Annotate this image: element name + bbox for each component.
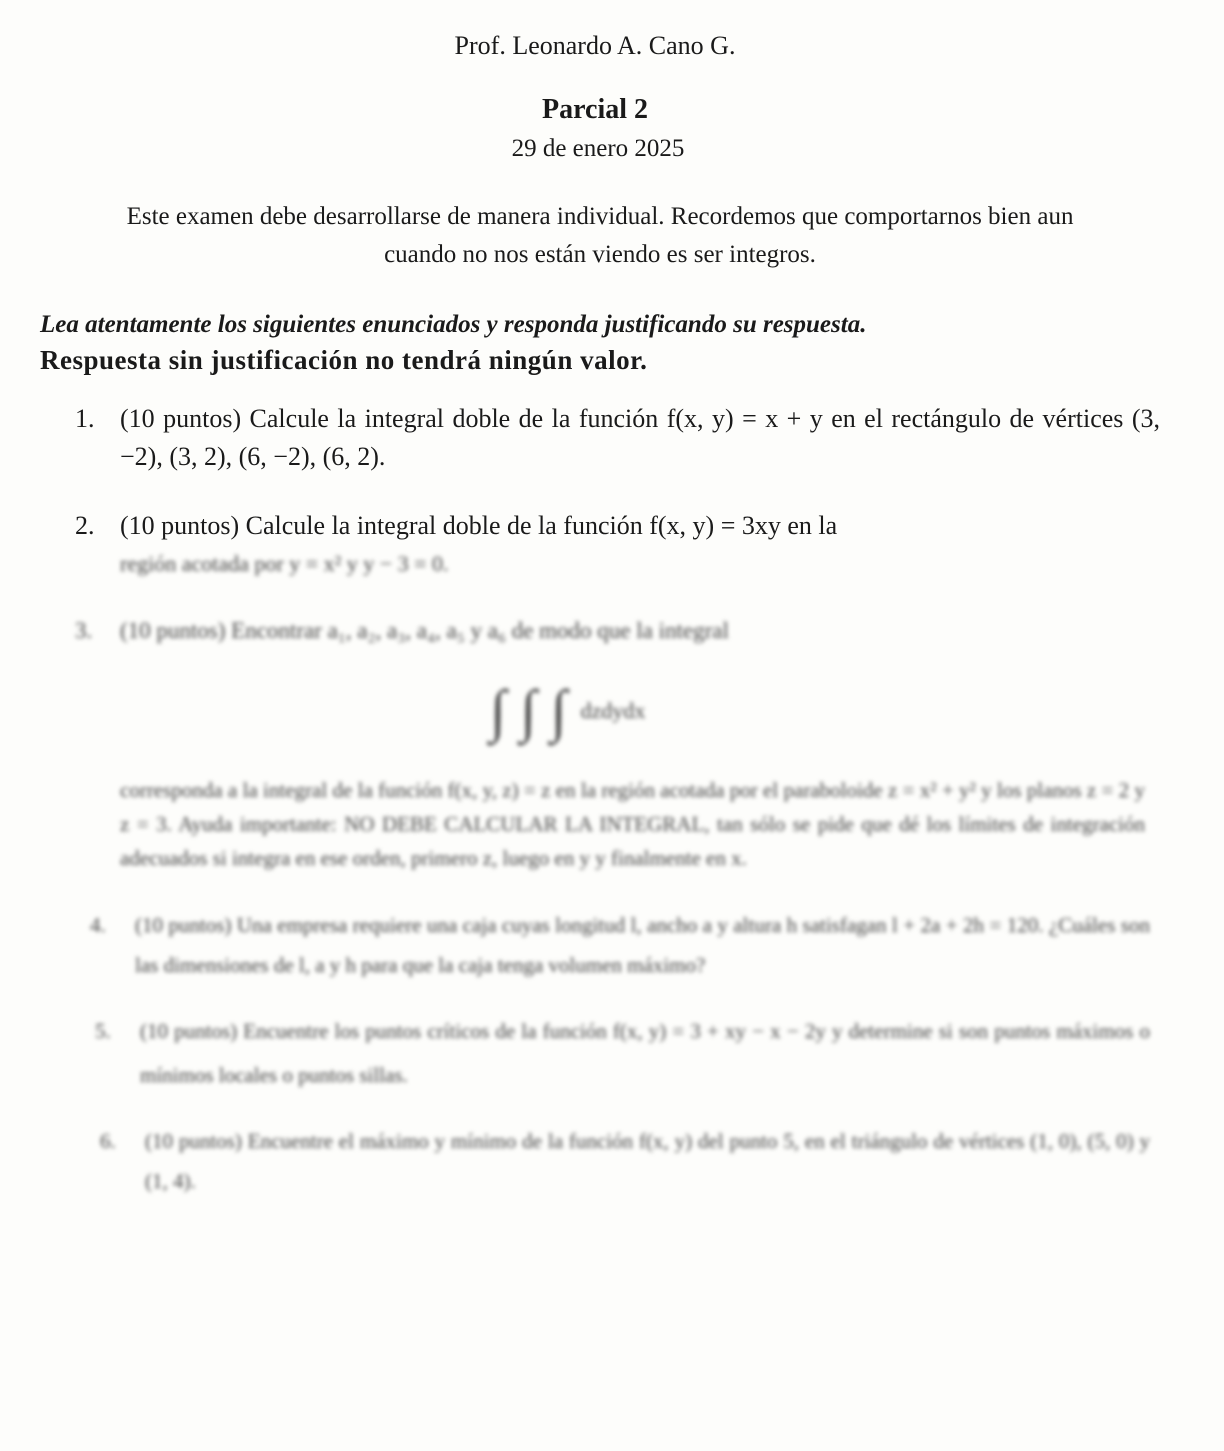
question-text: corresponda a la integral de la función f(x, y, z) = z en la región acotada por el paraboloide z = x² + y² y los planos z = 2 y z = 3. Ayuda importante: NO DEBE CALCULAR LA INTEGRAL, tan sólo se pide que dé los límites de integración adecuados si integra en ese orden, primero z, luego en y y finalmente en x. xyxy=(120,778,1145,870)
question-text: (10 puntos) Calcule la integral doble de la función f(x, y) = 3xy en la xyxy=(120,511,838,540)
question-3 xyxy=(75,613,1160,649)
question-5 xyxy=(95,1009,1150,1097)
exam-date: 29 de enero 2025 xyxy=(511,135,685,162)
instructions-italic: Lea atentamente los siguientes enunciados y responda justificando su respuesta. xyxy=(40,311,867,338)
question-text: (10 puntos) Encontrar a₁, a₂, a₃, a₄, a₅ y a₆ de modo que la integral xyxy=(120,618,729,643)
question-3-continued xyxy=(120,773,1145,875)
question-number: 1. xyxy=(75,404,95,433)
question-text: (10 puntos) Encuentre el máximo y mínimo de la función f(x, y) del punto 5, en el triángulo de vértices (1, 0), (5, 0) y (1, 4). xyxy=(145,1129,1150,1193)
question-number: 5. xyxy=(95,1019,111,1043)
question-number: 6. xyxy=(100,1129,116,1153)
question-text: (10 puntos) Calcule la integral doble de la función f(x, y) = x + y en el rectángulo de vértices (3, −2), (3, 2), (6, −2), (6, 2). xyxy=(120,404,1160,471)
question-number: 4. xyxy=(90,913,106,937)
instructions-bold: Respuesta sin justificación no tendrá ningún valor. xyxy=(40,345,648,375)
question-6 xyxy=(100,1121,1150,1201)
integrand: dzdydx xyxy=(580,698,646,723)
question-4 xyxy=(90,905,1150,985)
question-2 xyxy=(75,507,1160,583)
exam-author: Prof. Leonardo A. Cano G. xyxy=(454,31,736,60)
question-number: 3. xyxy=(75,618,93,643)
question-number: 2. xyxy=(75,511,95,540)
question-text-continued: región acotada por y = x² y y − 3 = 0. xyxy=(120,551,449,576)
honesty-notice: Este examen debe desarrollarse de manera individual. Recordemos que comportarnos bien aun cuando no nos están viendo es ser integros. xyxy=(126,203,1074,268)
exam-title: Parcial 2 xyxy=(541,94,648,125)
question-1 xyxy=(75,400,1160,476)
question-text: (10 puntos) Una empresa requiere una caja cuyas longitud l, ancho a y altura h satisfagan l + 2a + 2h = 120. ¿Cuáles son las dimensiones de l, a y h para que la caja tenga volumen máximo? xyxy=(135,913,1150,977)
triple-integral xyxy=(490,671,1224,751)
integral-signs: ∫ ∫ ∫ xyxy=(490,678,567,743)
question-text: (10 puntos) Encuentre los puntos críticos de la función f(x, y) = 3 + xy − x − 2y y determine si son puntos máximos o mínimos locales o puntos sillas. xyxy=(140,1019,1150,1087)
